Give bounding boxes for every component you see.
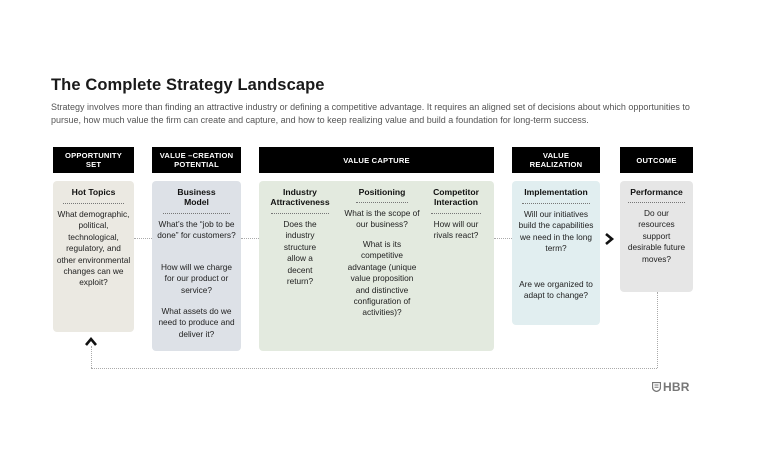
card-title: Competitor Interaction (433, 187, 479, 207)
connector-line (241, 238, 259, 239)
page-subtitle: Strategy involves more than finding an attractive industry or defining a competitive advantage. It requires an aligned set of decisions about which opportunities to pursue, how much value the firm can create and capture, and how to keep realizing value and build a foundation for long-term success. (51, 102, 690, 125)
card-title: Industry Attractiveness (270, 187, 330, 207)
card-text: Does the industry structure allow a decent return? (283, 219, 317, 287)
stage-label: VALUE –CREATION POTENTIAL (159, 151, 234, 169)
card-text: What is the scope of our business? (344, 208, 420, 230)
divider (356, 202, 408, 203)
stage-label: OUTCOME (636, 155, 677, 165)
card-text: How will our rivals react? (433, 219, 479, 241)
divider (163, 213, 230, 214)
stage-header-value-realization (512, 147, 600, 173)
chevron-up-icon (84, 336, 98, 348)
card-title: Hot Topics (71, 187, 116, 197)
logo-text: HBR (663, 380, 690, 394)
stage-header-outcome (620, 147, 693, 173)
stage-header-value-creation (152, 147, 241, 173)
card-title: Positioning (358, 187, 406, 197)
divider (628, 202, 685, 203)
connector-line (134, 238, 152, 239)
card-text: What’s the “job to be done” for customers? (157, 219, 236, 241)
hbr-logo (652, 380, 690, 394)
card-text: What demographic, political, technological, regulatory, and other environmental changes can we exploit? (56, 209, 131, 288)
card-text: Are we organized to adapt to change? (519, 279, 593, 301)
feedback-loop-left (91, 346, 92, 368)
page-title: The Complete Strategy Landscape (51, 76, 325, 94)
divider (271, 213, 329, 214)
divider (63, 203, 124, 204)
chevron-right-icon (603, 232, 615, 246)
stage-label: VALUE CAPTURE (343, 155, 410, 165)
stage-label: VALUE REALIZATION (529, 151, 583, 169)
divider (431, 213, 481, 214)
feedback-loop-bottom (91, 368, 657, 369)
card-title: Business Model (177, 187, 216, 207)
card-title: Performance (630, 187, 683, 197)
stage-label: OPPORTUNITY SET (64, 151, 123, 169)
shield-icon (652, 382, 661, 392)
card-text: How will we charge for our product or service? (160, 262, 232, 295)
card-text: Do our resources support desirable future moves? (627, 208, 686, 264)
card-text: Will our initiatives build the capabilities we need in the long term? (518, 209, 594, 254)
card-text: What is its competitive advantage (unique value proposition and distinctive configuration of activities)? (347, 239, 417, 318)
divider (522, 203, 590, 204)
stage-header-value-capture (259, 147, 494, 173)
card-text: What assets do we need to produce and deliver it? (158, 306, 235, 339)
card-title: Implementation (524, 187, 588, 197)
feedback-loop-right (657, 292, 658, 368)
stage-header-opportunity-set (53, 147, 134, 173)
connector-line (494, 238, 512, 239)
